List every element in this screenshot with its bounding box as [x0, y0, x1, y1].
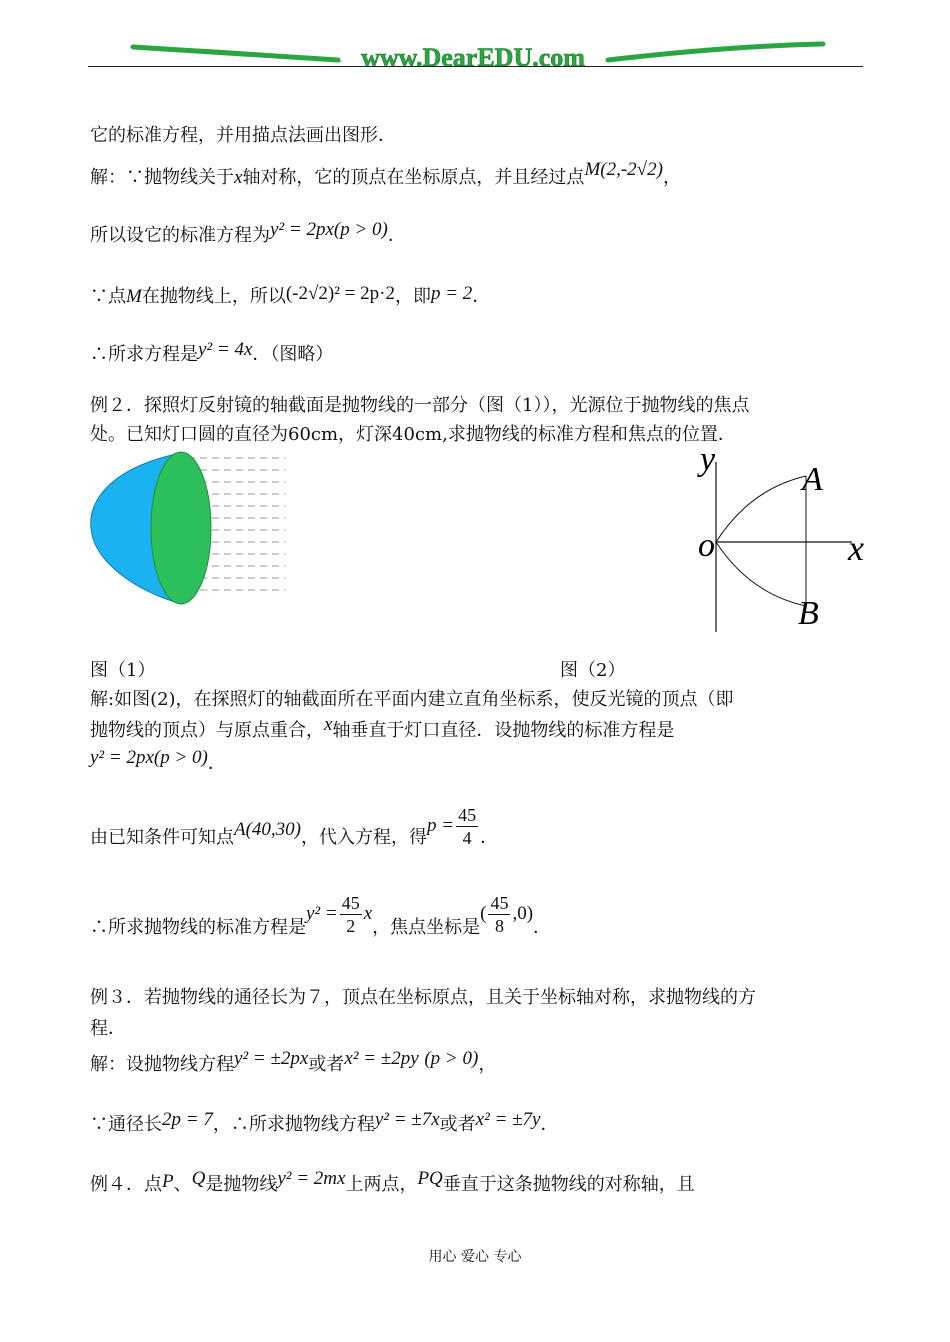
fraction: $\frac{45}{4}$	[458, 804, 477, 848]
parabola-curve	[716, 476, 806, 606]
page-footer: 用心 爱心 专心	[428, 1249, 522, 1265]
header-divider	[88, 66, 863, 67]
figure-caption: 图（2）	[560, 660, 626, 681]
point-a-label: A	[802, 461, 823, 498]
text-line: 例４．点P、Q是抛物线y² = 2mx上两点，PQ垂直于这条抛物线的对称轴，且	[90, 1168, 695, 1195]
fraction: $\frac{45}{2}$	[341, 892, 360, 936]
text-line: 它的标准方程，并用描点法画出图形．	[90, 125, 396, 146]
text-line: 解：设抛物线方程y² = ±2px或者x² = ±2py (p > 0)，	[90, 1048, 497, 1075]
math-var: x	[234, 167, 243, 188]
lamp-opening	[151, 452, 211, 604]
parabola-graph	[690, 434, 880, 640]
math-equation: y² = 2px(p > 0)	[270, 219, 388, 240]
x-label: x	[848, 528, 864, 568]
math-point: M(2,-2√2)	[584, 159, 663, 180]
right-leaf-decoration	[608, 44, 823, 60]
text-line: ∴所求方程是y² = 4x．（图略）	[90, 339, 334, 365]
searchlight-figure	[88, 448, 288, 610]
fraction: $\frac{45}{8}$	[490, 892, 509, 936]
math-equation: y² = 4x	[198, 339, 253, 360]
text-line: 处。已知灯口圆的直径为60cm，灯深40cm,求抛物线的标准方程和焦点的位置．	[90, 424, 736, 445]
text-line: 抛物线的顶点）与原点重合，x轴垂直于灯口直径．设抛物线的标准方程是	[90, 714, 675, 741]
math-equation: (-2√2)² = 2p·2	[285, 283, 395, 304]
text-line: y² = 2px(p > 0)．	[90, 747, 226, 774]
text-line: 所以设它的标准方程为y² = 2px(p > 0)．	[90, 219, 406, 246]
origin-label: o	[698, 527, 715, 564]
math-equation: y² = 2px(p > 0)	[90, 747, 208, 768]
text-line: 解:如图(2)，在探照灯的轴截面所在平面内建立直角坐标系，使反光镜的顶点（即	[90, 689, 734, 710]
figure-caption: 图（1）	[90, 660, 156, 681]
text-line: 程．	[90, 1018, 126, 1039]
text-line: ∵通径长2p = 7，∴所求抛物线方程y² = ±7x或者x² = ±7y．	[90, 1109, 559, 1135]
site-url: www.DearEDU.com	[361, 43, 585, 72]
point-b-label: B	[798, 595, 819, 632]
text-line: 例３．若抛物线的通径长为７，顶点在坐标原点，且关于坐标轴对称，求抛物线的方	[90, 987, 756, 1008]
text-line: 解：∵抛物线关于x轴对称，它的顶点在坐标原点，并且经过点M(2,-2√2)，	[90, 159, 681, 188]
text-line: ∴所求抛物线的标准方程是y² = $\frac{45}{2}$ x，焦点坐标是( $\frac{45}{8}$ ,0)．	[90, 892, 552, 938]
text-line: 由已知条件可知点A(40,30)，代入方程，得p = $\frac{45}{4}$ ．	[90, 804, 499, 848]
text-line: 例２．探照灯反射镜的轴截面是抛物线的一部分（图（1）），光源位于抛物线的焦点	[90, 395, 750, 416]
y-label: y	[700, 441, 716, 478]
text-line: ∵点M在抛物线上，所以(-2√2)² = 2p·2，即p = 2．	[90, 283, 491, 307]
